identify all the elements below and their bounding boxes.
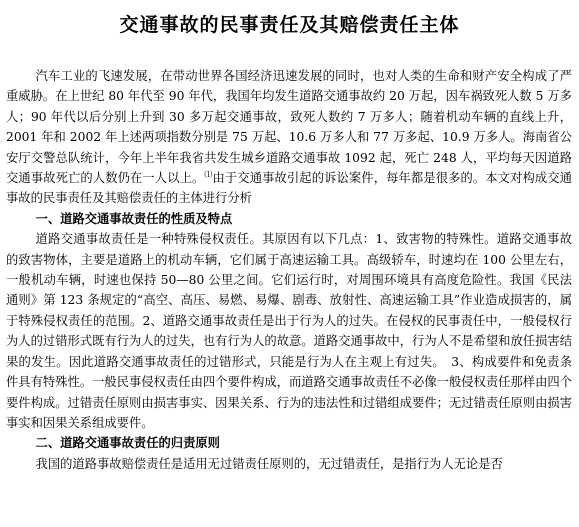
footnote-marker: ⑴ xyxy=(204,169,213,179)
document-body xyxy=(6,66,572,474)
section-1-paragraph: 道路交通事故责任是一种特殊侵权责任。其原因有以下几点：1、致害物的特殊性。道路交通事故的致害物体，主要是道路上的机动车辆，它们属于高速运输工具。高级轿车，时速均在 100 公里左右，一般机动车辆，时速也保持 50—80 公里之间。它们运行时，对周围环境具有高度危险性。我国《民法通则》第 123 条规定的“高空、高压、易燃、易爆、剧毒、放射性、高速运输工具”作业造成损害的，属于特殊侵权责任的范围。2、道路交通事故责任是出于行为人的过失。在侵权的民事责任中，一般侵权行为人的过错形式既有行为人的过失，也有行为人的故意。道路交通事故中，行为人不是希望和放任损害结果的发生。因此道路交通事故责任的过错形式，只能是行为人在主观上有过失。 3、构成要件和免责条件具有特殊性。一般民事侵权责任由四个要件构成，而道路交通事故责任不必像一般侵权责任那样由四个要件构成。过错责任原则由损害事实、因果关系、行为的违法性和过错组成要件；无过错责任原则由损害事实和因果关系组成要件。 xyxy=(6,232,572,430)
section-2-paragraph: 我国的道路事故赔偿责任是适用无过错责任原则的，无过错责任，是指行为人无论是否 xyxy=(35,456,503,471)
document-title: 交通事故的民事责任及其赔偿责任主体 xyxy=(119,14,460,36)
intro-paragraph xyxy=(6,66,572,209)
section-heading-1: 一、道路交通事故责任的性质及特点 xyxy=(35,211,233,226)
intro-text-continued: 由于交通事故引起的诉讼案件，每年都是很多的。本文对构成交通事故的民事责任及其赔偿责任的主体进行分析 xyxy=(6,171,572,206)
section-heading-2: 二、道路交通事故责任的归责原则 xyxy=(35,436,220,451)
intro-text: 汽车工业的飞速发展，在带动世界各国经济迅速发展的同时，也对人类的生命和财产安全构成了严重威胁。在上世纪 80 年代至 90 年代，我国年均发生道路交通事故约 20 万起，因车祸致死人数 5 万多人；90 年代以后分别上升到 30 多万起交通事故，致死人数约 7 万多人；随着机动车辆的直线上升，2001 年和 2002 年上述两项指数分别是 75 万起、10.6 万多人和 77 万多起、10.9 万多人。海南省公安厅交警总队统计，今年上半年我省共发生城乡道路交通事故 1092 起，死亡 248 人，平均每天因道路交通事故死亡的人数仍在一人以上。 xyxy=(6,69,572,186)
